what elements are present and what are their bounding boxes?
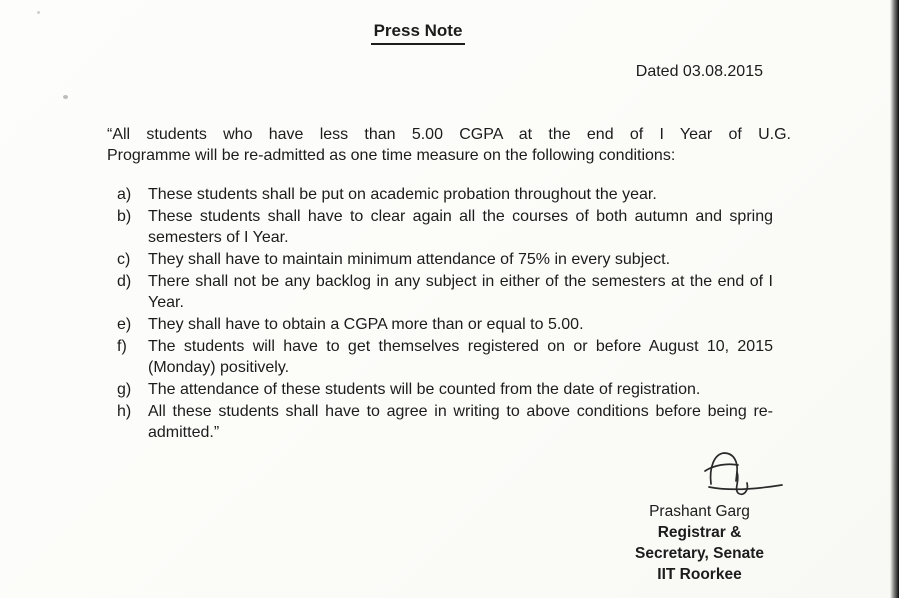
- condition-item-a: [117, 184, 773, 205]
- signature-block: [592, 448, 807, 585]
- scan-speck-artifact: [37, 11, 40, 14]
- signatory-role-line-1: Registrar &: [657, 524, 742, 541]
- scan-speck-artifact: [63, 95, 68, 99]
- intro-paragraph: [107, 124, 791, 166]
- condition-item-b: [117, 206, 773, 248]
- condition-text: These students shall be put on academic probation throughout the year.: [148, 186, 657, 203]
- condition-item-d: [117, 271, 773, 313]
- condition-item-g: [117, 379, 773, 400]
- title-row: [0, 21, 836, 45]
- signatory-organization: IIT Roorkee: [657, 566, 742, 583]
- condition-letter: a): [117, 186, 132, 203]
- handwritten-signature-icon: [697, 448, 787, 498]
- scan-edge-artifact: [890, 0, 899, 598]
- condition-text: There shall not be any backlog in any subject in either of the semesters at the end of I Year.: [148, 273, 773, 311]
- condition-letter: e): [117, 316, 132, 333]
- intro-line-1: “All students who have less than 5.00 CGPA at the end of I Year of U.G.: [107, 126, 791, 143]
- condition-text: The attendance of these students will be counted from the date of registration.: [148, 381, 701, 398]
- condition-text: These students shall have to clear again all the courses of both autumn and spring semesters of I Year.: [148, 208, 773, 246]
- condition-item-f: [117, 336, 773, 378]
- condition-text: They shall have to obtain a CGPA more than or equal to 5.00.: [148, 316, 584, 333]
- condition-text: They shall have to maintain minimum attendance of 75% in every subject.: [148, 251, 671, 268]
- date-line: Dated 03.08.2015: [635, 63, 763, 80]
- condition-item-c: [117, 249, 773, 270]
- signatory-role-line-2: Secretary, Senate: [635, 545, 764, 562]
- condition-text: The students will have to get themselves registered on or before August 10, 2015 (Monday) positively.: [148, 338, 773, 376]
- condition-letter: c): [117, 251, 131, 268]
- condition-letter: h): [117, 403, 132, 420]
- condition-item-h: [117, 401, 773, 443]
- condition-text: All these students shall have to agree in writing to above conditions before being re-admitted.”: [148, 403, 773, 441]
- signatory-name: Prashant Garg: [649, 503, 750, 520]
- conditions-list: [117, 184, 773, 444]
- condition-letter: f): [117, 338, 127, 355]
- condition-letter: b): [117, 208, 132, 225]
- condition-letter: g): [117, 381, 132, 398]
- condition-letter: d): [117, 273, 132, 290]
- condition-item-e: [117, 314, 773, 335]
- intro-line-2: Programme will be re-admitted as one time measure on the following conditions:: [107, 147, 676, 164]
- document-title: Press Note: [371, 21, 466, 45]
